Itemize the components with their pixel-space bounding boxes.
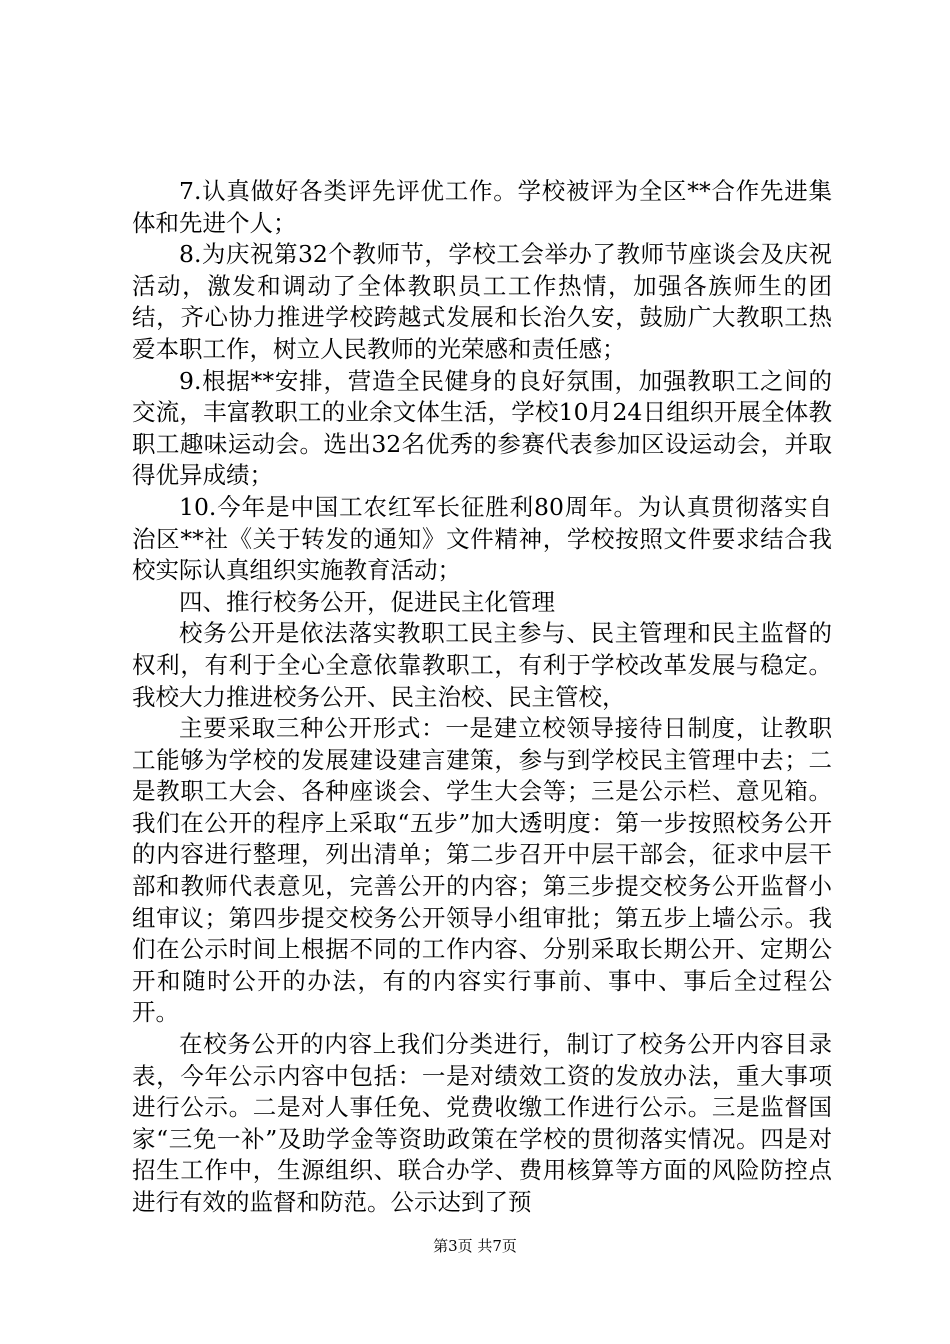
paragraph-openness-forms: 主要采取三种公开形式：一是建立校领导接待日制度，让教职工能够为学校的发展建设建言建策，参与到学校民主管理中去；二是教职工大会、各种座谈会、学生大会等；三是公示栏、意见箱。我们在公开的程序上采取“五步”加大透明度：第一步按照校务公开的内容进行整理，列出清单；第二步召开中层干部会，征求中层干部和教师代表意见，完善公开的内容；第三步提交校务公开监督小组审议；第四步提交校务公开领导小组审批；第五步上墙公示。我们在公示时间上根据不同的工作内容、分别采取长期公开、定期公开和随时公开的办法，有的内容实行事前、事中、事后全过程公开。 — [132, 714, 832, 1027]
section-heading-4: 四、推行校务公开，促进民主化管理 — [179, 587, 555, 616]
paragraph-openness-content: 在校务公开的内容上我们分类进行，制订了校务公开内容目录表，今年公示内容中包括：一是对绩效工资的发放办法，重大事项进行公示。二是对人事任免、党费收缴工作进行公示。三是监督国家“三免一补”及助学金等资助政策在学校的贯彻落实情况。四是对招生工作中，生源组织、联合办学、费用核算等方面的风险防控点进行有效的监督和防范。公示达到了预 — [132, 1030, 832, 1216]
page-footer — [0, 1236, 950, 1256]
page-number-label: 第3页 共7页 — [433, 1237, 517, 1255]
paragraph-openness-intro: 校务公开是依法落实教职工民主参与、民主管理和民主监督的权利，有利于全心全意依靠教职工，有利于学校改革发展与稳定。我校大力推进校务公开、民主治校、民主管校， — [132, 619, 832, 711]
paragraph-item-7: 7.认真做好各类评先评优工作。学校被评为全区**合作先进集体和先进个人； — [132, 177, 832, 237]
paragraph-item-9: 9.根据**安排，营造全民健身的良好氛围，加强教职工之间的交流，丰富教职工的业余文体生活，学校10月24日组织开展全体教职工趣味运动会。选出32名优秀的参赛代表参加区设运动会，并取得优异成绩； — [132, 366, 832, 490]
document-body — [132, 176, 832, 1219]
paragraph-item-10: 10.今年是中国工农红军长征胜利80周年。为认真贯彻落实自治区**社《关于转发的通知》文件精神，学校按照文件要求结合我校实际认真组织实施教育活动； — [132, 492, 832, 585]
paragraph-item-8: 8.为庆祝第32个教师节，学校工会举办了教师节座谈会及庆祝活动，激发和调动了全体教职员工工作热情，加强各族师生的团结，齐心协力推进学校跨越式发展和长治久安，鼓励广大教职工热爱本职工作，树立人民教师的光荣感和责任感； — [132, 240, 832, 363]
